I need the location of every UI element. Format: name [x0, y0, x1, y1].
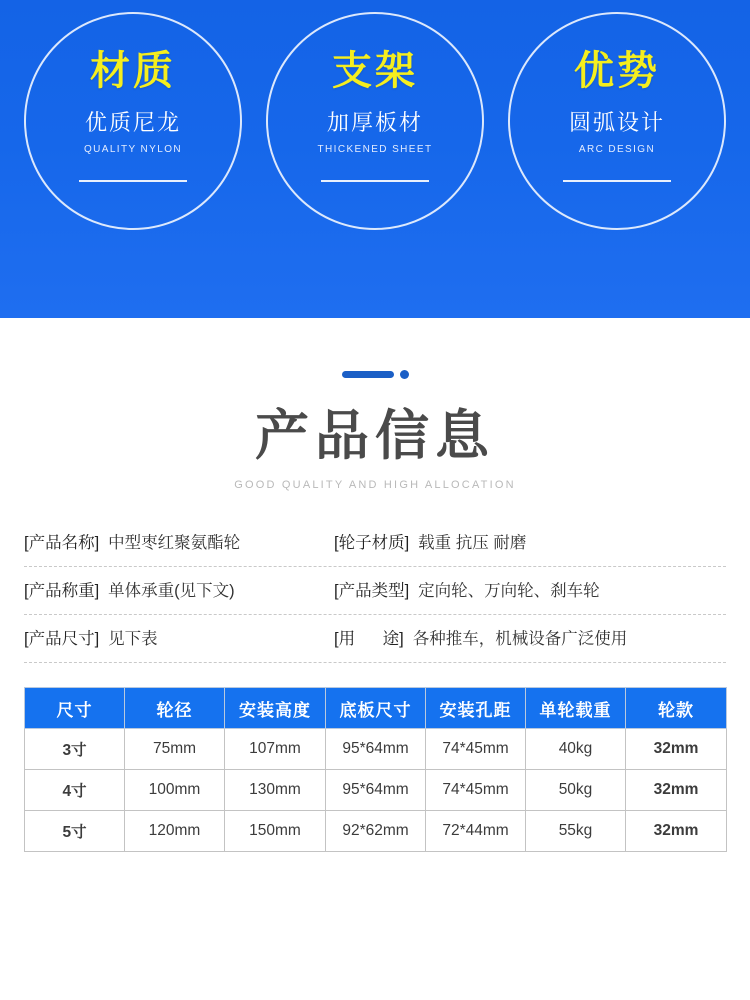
- table-cell-model: 32mm: [626, 729, 727, 770]
- page-title: 产品信息: [255, 406, 495, 466]
- spec-value: 单体承重(见下文): [108, 582, 235, 601]
- spec-item-product-size: [24, 625, 334, 649]
- feature-circle-advantage: [508, 12, 726, 230]
- spec-label: [产品尺寸]: [24, 630, 100, 649]
- feature-english: QUALITY NYLON: [83, 144, 183, 155]
- table-cell-plate: 92*62mm: [326, 811, 426, 852]
- feature-circle-material: [24, 12, 242, 230]
- table-cell-model: 32mm: [626, 770, 727, 811]
- spec-row: [24, 525, 726, 567]
- feature-circle-list: [0, 12, 750, 252]
- header-ornament: [0, 370, 750, 379]
- table-header-row: [25, 688, 727, 729]
- spec-label: [产品名称]: [24, 534, 100, 553]
- spec-label: [产品类型]: [334, 582, 410, 601]
- feature-circle-bracket: [266, 12, 484, 230]
- feature-divider: [321, 180, 429, 182]
- table-cell-height: 130mm: [225, 770, 326, 811]
- spec-list: [24, 525, 726, 663]
- spec-row: [24, 615, 726, 663]
- table-cell-plate: 95*64mm: [326, 770, 426, 811]
- table-cell-size: 3寸: [25, 729, 125, 770]
- feature-title: 优势: [574, 49, 660, 93]
- table-cell-holes: 74*45mm: [426, 770, 526, 811]
- spec-value: 中型枣红聚氨酯轮: [108, 534, 241, 553]
- spec-row: [24, 567, 726, 615]
- table-cell-height: 150mm: [225, 811, 326, 852]
- ornament-bar-icon: [342, 371, 394, 378]
- table-cell-holes: 74*45mm: [426, 729, 526, 770]
- table-header-cell: 安装高度: [225, 688, 326, 729]
- table-cell-load: 50kg: [526, 770, 626, 811]
- product-info-header: [0, 318, 750, 491]
- table-cell-diameter: 75mm: [125, 729, 225, 770]
- spec-item-usage: [334, 625, 726, 649]
- spec-value: 见下表: [108, 630, 158, 649]
- feature-english: THICKENED SHEET: [317, 144, 433, 155]
- table-cell-plate: 95*64mm: [326, 729, 426, 770]
- feature-divider: [563, 180, 671, 182]
- table-cell-size: 4寸: [25, 770, 125, 811]
- feature-english: ARC DESIGN: [578, 144, 656, 155]
- spec-value: 载重 抗压 耐磨: [418, 534, 527, 553]
- table-header-cell: 轮款: [626, 688, 727, 729]
- table-cell-model: 32mm: [626, 811, 727, 852]
- table-header-cell: 安装孔距: [426, 688, 526, 729]
- spec-label: [用 途]: [334, 630, 404, 649]
- table-row: [25, 729, 727, 770]
- table-cell-diameter: 100mm: [125, 770, 225, 811]
- page-subtitle: GOOD QUALITY AND HIGH ALLOCATION: [234, 479, 516, 492]
- table-row: [25, 811, 727, 852]
- feature-banner: [0, 0, 750, 318]
- table-header-cell: 尺寸: [25, 688, 125, 729]
- table-cell-size: 5寸: [25, 811, 125, 852]
- table-row: [25, 770, 727, 811]
- table-cell-holes: 72*44mm: [426, 811, 526, 852]
- feature-subtitle: 圆弧设计: [568, 110, 665, 135]
- spec-value: 各种推车，机械设备广泛使用: [412, 630, 628, 649]
- spec-item-product-name: [24, 529, 334, 553]
- feature-title: 支架: [332, 49, 418, 93]
- spec-value: 定向轮、万向轮、刹车轮: [418, 582, 600, 601]
- spec-item-product-type: [334, 577, 726, 601]
- table-cell-height: 107mm: [225, 729, 326, 770]
- feature-subtitle: 加厚板材: [326, 110, 423, 135]
- feature-title: 材质: [90, 49, 176, 93]
- spec-label: [产品称重]: [24, 582, 100, 601]
- table-cell-load: 55kg: [526, 811, 626, 852]
- spec-item-product-weight: [24, 577, 334, 601]
- table-header-cell: 单轮载重: [526, 688, 626, 729]
- spec-table: [24, 687, 727, 852]
- feature-subtitle: 优质尼龙: [84, 110, 181, 135]
- ornament-dot-icon: [400, 370, 409, 379]
- spec-label: [轮子材质]: [334, 534, 410, 553]
- spec-table-wrapper: [24, 687, 726, 852]
- table-header-cell: 底板尺寸: [326, 688, 426, 729]
- table-cell-diameter: 120mm: [125, 811, 225, 852]
- table-header-cell: 轮径: [125, 688, 225, 729]
- table-cell-load: 40kg: [526, 729, 626, 770]
- feature-divider: [79, 180, 187, 182]
- spec-item-wheel-material: [334, 529, 726, 553]
